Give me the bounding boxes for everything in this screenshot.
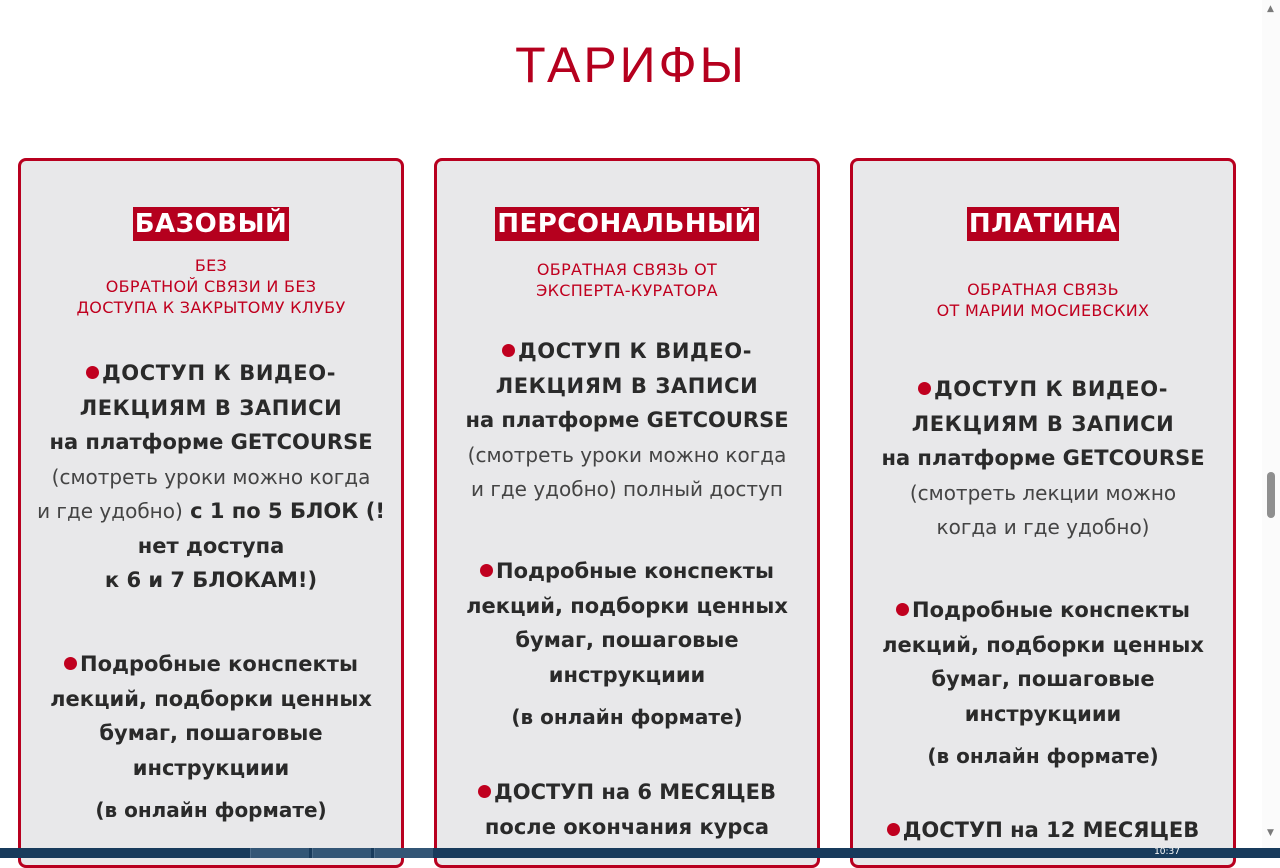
bullet-dot-icon <box>86 366 99 379</box>
bullet-dot-icon <box>896 603 909 616</box>
tariff-name-badge: ПЕРСОНАЛЬНЫЙ <box>497 209 757 239</box>
bullet-dot-icon <box>502 344 515 357</box>
bullet-dot-icon <box>918 382 931 395</box>
tariff-card-basic <box>18 158 404 868</box>
tariff-subtitle: ОБРАТНАЯ СВЯЗЬ ОТ МАРИИ МОСИЕВСКИХ <box>936 280 1150 320</box>
feature-video-access: ДОСТУП К ВИДЕО- ЛЕКЦИЯМ В ЗАПИСИ на платформе GETCOURSE (смотреть лекции можно когда и где удобно) <box>881 377 1205 539</box>
tariff-name-badge: БАЗОВЫЙ <box>134 209 288 239</box>
feature-lecture-notes: Подробные конспекты лекций, подборки ценных бумаг, пошаговые инструкциии (в онлайн формате) <box>50 652 372 822</box>
scrollbar-thumb[interactable] <box>1267 472 1275 518</box>
feature-lecture-notes: Подробные конспекты лекций, подборки ценных бумаг, пошаговые инструкциии (в онлайн формате) <box>882 598 1204 768</box>
tariff-subtitle: ОБРАТНАЯ СВЯЗЬ ОТ ЭКСПЕРТА-КУРАТОРА <box>536 260 718 300</box>
scroll-down-arrow-icon[interactable]: ▼ <box>1267 828 1274 838</box>
page-scrollbar[interactable] <box>1262 0 1280 848</box>
tariff-card-personal <box>434 158 820 868</box>
tariff-subtitle: БЕЗ ОБРАТНОЙ СВЯЗИ И БЕЗ ДОСТУПА К ЗАКРЫТОМУ КЛУБУ <box>76 256 346 317</box>
tariff-name-badge: ПЛАТИНА <box>968 209 1118 239</box>
bullet-dot-icon <box>480 564 493 577</box>
scroll-up-arrow-icon[interactable]: ▲ <box>1267 4 1274 14</box>
feature-lecture-notes: Подробные конспекты лекций, подборки ценных бумаг, пошаговые инструкциии (в онлайн формате) <box>466 559 788 729</box>
bullet-dot-icon <box>64 657 77 670</box>
taskbar-app-button[interactable] <box>312 848 371 858</box>
feature-video-access: ДОСТУП К ВИДЕО- ЛЕКЦИЯМ В ЗАПИСИ на платформе GETCOURSE (смотреть уроки можно когда и где удобно) полный доступ <box>465 339 789 501</box>
bullet-dot-icon <box>478 785 491 798</box>
os-taskbar <box>0 848 1280 858</box>
taskbar-app-button[interactable] <box>374 848 433 858</box>
feature-video-access: ДОСТУП К ВИДЕО- ЛЕКЦИЯМ В ЗАПИСИ на платформе GETCOURSE (смотреть уроки можно когда и где удобно) с 1 по 5 БЛОК (! нет доступа к 6 и 7 БЛОКАМ!) <box>37 361 385 592</box>
bullet-dot-icon <box>887 823 900 836</box>
tariff-card-platinum <box>850 158 1236 868</box>
taskbar-app-button[interactable] <box>250 848 309 858</box>
feature-access-duration: ДОСТУП на 6 МЕСЯЦЕВ после окончания курса <box>437 775 817 844</box>
feature-access-duration: ДОСТУП на 12 МЕСЯЦЕВ <box>853 813 1233 848</box>
page-title: ТАРИФЫ <box>515 37 747 93</box>
taskbar-clock[interactable]: 10:37 <box>1154 848 1180 857</box>
